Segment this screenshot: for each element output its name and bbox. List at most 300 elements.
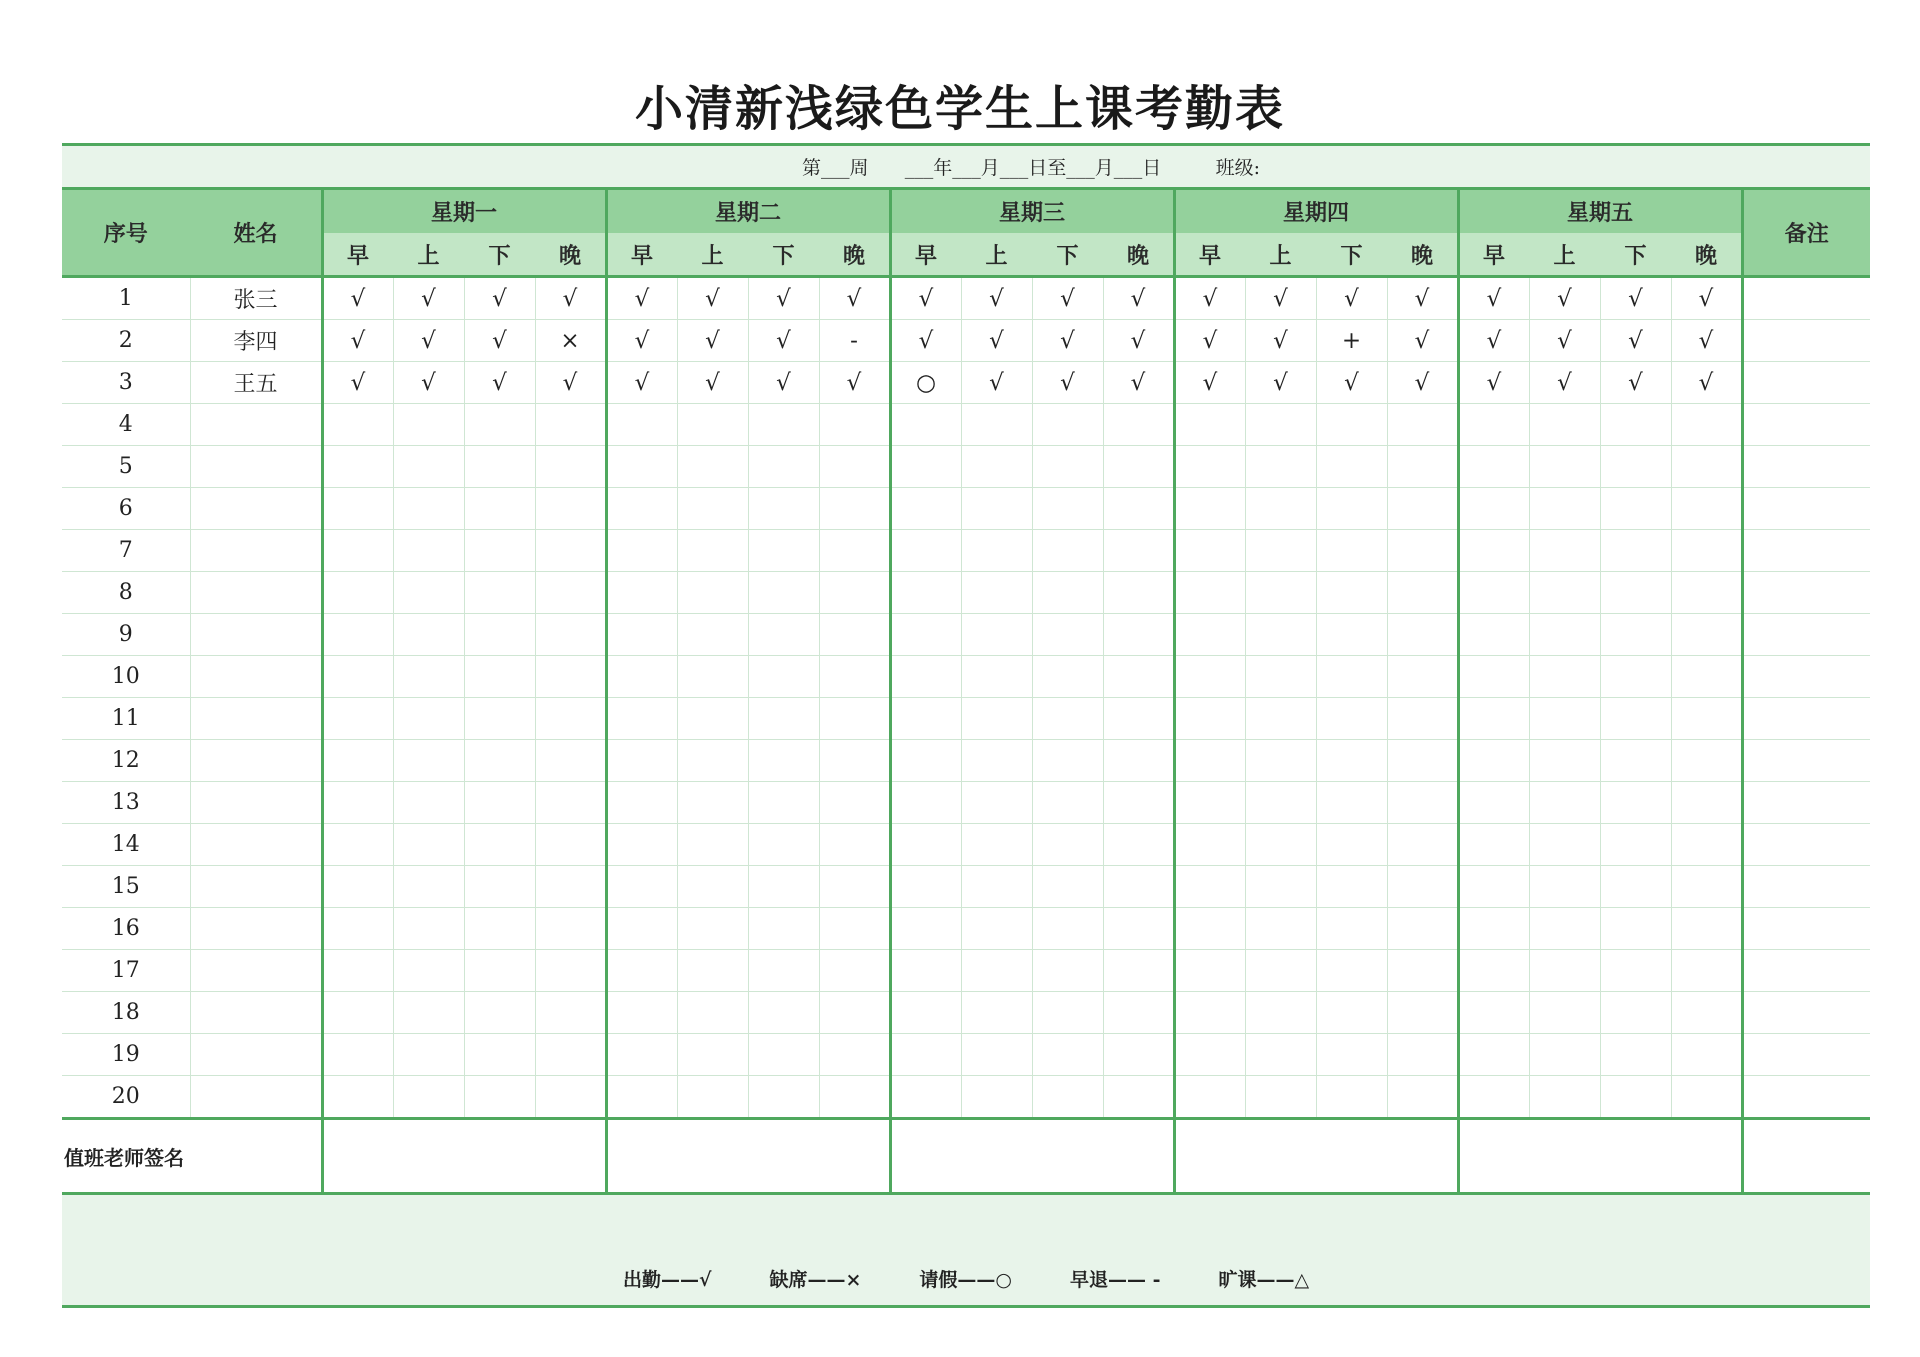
attendance-cell[interactable]: [961, 908, 1032, 950]
attendance-cell[interactable]: [606, 656, 677, 698]
attendance-cell[interactable]: [1387, 908, 1458, 950]
attendance-cell[interactable]: [1600, 992, 1671, 1034]
attendance-cell[interactable]: [819, 950, 890, 992]
attendance-cell[interactable]: [464, 488, 535, 530]
attendance-cell[interactable]: [1458, 782, 1529, 824]
attendance-cell[interactable]: √: [1103, 362, 1174, 404]
attendance-cell[interactable]: [748, 404, 819, 446]
attendance-cell[interactable]: [535, 572, 606, 614]
attendance-cell[interactable]: [1600, 908, 1671, 950]
attendance-cell[interactable]: [1103, 530, 1174, 572]
attendance-cell[interactable]: [1458, 656, 1529, 698]
row-remark[interactable]: [1742, 698, 1870, 740]
attendance-cell[interactable]: √: [748, 362, 819, 404]
attendance-cell[interactable]: [1600, 404, 1671, 446]
attendance-cell[interactable]: [890, 656, 961, 698]
attendance-cell[interactable]: [1032, 950, 1103, 992]
attendance-cell[interactable]: [677, 488, 748, 530]
attendance-cell[interactable]: √: [748, 320, 819, 362]
row-remark[interactable]: [1742, 572, 1870, 614]
attendance-cell[interactable]: [677, 950, 748, 992]
row-remark[interactable]: [1742, 1076, 1870, 1119]
attendance-cell[interactable]: [322, 740, 393, 782]
attendance-cell[interactable]: √: [677, 362, 748, 404]
attendance-cell[interactable]: [1174, 908, 1245, 950]
signature-cell-day-4[interactable]: [1174, 1119, 1458, 1194]
attendance-cell[interactable]: [1032, 824, 1103, 866]
attendance-cell[interactable]: [1316, 908, 1387, 950]
attendance-cell[interactable]: [1032, 782, 1103, 824]
attendance-cell[interactable]: [1387, 1076, 1458, 1119]
attendance-cell[interactable]: [1245, 782, 1316, 824]
attendance-cell[interactable]: [748, 824, 819, 866]
attendance-cell[interactable]: [819, 572, 890, 614]
attendance-cell[interactable]: [677, 908, 748, 950]
attendance-cell[interactable]: [1671, 782, 1742, 824]
signature-remark[interactable]: [1742, 1119, 1870, 1194]
attendance-cell[interactable]: [322, 656, 393, 698]
attendance-cell[interactable]: √: [677, 277, 748, 320]
attendance-cell[interactable]: [1316, 740, 1387, 782]
attendance-cell[interactable]: [1387, 782, 1458, 824]
attendance-cell[interactable]: √: [1458, 362, 1529, 404]
attendance-cell[interactable]: [1671, 908, 1742, 950]
attendance-cell[interactable]: [819, 698, 890, 740]
row-remark[interactable]: [1742, 488, 1870, 530]
attendance-cell[interactable]: [1174, 1034, 1245, 1076]
attendance-cell[interactable]: [1032, 698, 1103, 740]
attendance-cell[interactable]: [1174, 488, 1245, 530]
attendance-cell[interactable]: [322, 572, 393, 614]
attendance-cell[interactable]: √: [1387, 362, 1458, 404]
attendance-cell[interactable]: [535, 908, 606, 950]
attendance-cell[interactable]: [1458, 404, 1529, 446]
attendance-cell[interactable]: [322, 782, 393, 824]
row-remark[interactable]: [1742, 320, 1870, 362]
attendance-cell[interactable]: [393, 404, 464, 446]
attendance-cell[interactable]: [535, 404, 606, 446]
attendance-cell[interactable]: [819, 782, 890, 824]
attendance-cell[interactable]: [961, 950, 1032, 992]
attendance-cell[interactable]: √: [961, 277, 1032, 320]
attendance-cell[interactable]: [748, 992, 819, 1034]
attendance-cell[interactable]: [322, 908, 393, 950]
attendance-cell[interactable]: [1245, 446, 1316, 488]
attendance-cell[interactable]: [1529, 446, 1600, 488]
attendance-cell[interactable]: [1245, 698, 1316, 740]
attendance-cell[interactable]: [464, 782, 535, 824]
attendance-cell[interactable]: [1529, 572, 1600, 614]
attendance-cell[interactable]: √: [1174, 320, 1245, 362]
attendance-cell[interactable]: √: [1671, 362, 1742, 404]
attendance-cell[interactable]: √: [322, 320, 393, 362]
attendance-cell[interactable]: [677, 740, 748, 782]
attendance-cell[interactable]: [677, 1034, 748, 1076]
row-name[interactable]: [190, 572, 322, 614]
attendance-cell[interactable]: [1245, 488, 1316, 530]
row-remark[interactable]: [1742, 992, 1870, 1034]
attendance-cell[interactable]: [748, 488, 819, 530]
attendance-cell[interactable]: [393, 656, 464, 698]
attendance-cell[interactable]: [1103, 446, 1174, 488]
attendance-cell[interactable]: [1174, 656, 1245, 698]
attendance-cell[interactable]: [1529, 488, 1600, 530]
attendance-cell[interactable]: √: [606, 277, 677, 320]
attendance-cell[interactable]: [748, 908, 819, 950]
attendance-cell[interactable]: [1316, 1034, 1387, 1076]
week-field[interactable]: 第___周: [802, 157, 869, 179]
row-remark[interactable]: [1742, 404, 1870, 446]
attendance-cell[interactable]: [1600, 950, 1671, 992]
attendance-cell[interactable]: [1600, 698, 1671, 740]
attendance-cell[interactable]: [1529, 614, 1600, 656]
attendance-cell[interactable]: [1387, 824, 1458, 866]
attendance-cell[interactable]: [535, 782, 606, 824]
attendance-cell[interactable]: [1032, 866, 1103, 908]
attendance-cell[interactable]: [1032, 740, 1103, 782]
attendance-cell[interactable]: [677, 824, 748, 866]
attendance-cell[interactable]: [1245, 1034, 1316, 1076]
attendance-cell[interactable]: [322, 1034, 393, 1076]
attendance-cell[interactable]: [464, 908, 535, 950]
row-name[interactable]: [190, 866, 322, 908]
attendance-cell[interactable]: [1103, 1034, 1174, 1076]
attendance-cell[interactable]: √: [464, 277, 535, 320]
signature-cell-day-2[interactable]: [606, 1119, 890, 1194]
attendance-cell[interactable]: √: [535, 277, 606, 320]
attendance-cell[interactable]: [677, 614, 748, 656]
attendance-cell[interactable]: √: [1529, 320, 1600, 362]
attendance-cell[interactable]: √: [1387, 277, 1458, 320]
attendance-cell[interactable]: [1316, 404, 1387, 446]
row-name[interactable]: [190, 782, 322, 824]
attendance-cell[interactable]: [819, 866, 890, 908]
attendance-cell[interactable]: [1458, 992, 1529, 1034]
attendance-cell[interactable]: [322, 950, 393, 992]
attendance-cell[interactable]: √: [1316, 277, 1387, 320]
attendance-cell[interactable]: [890, 446, 961, 488]
attendance-cell[interactable]: [1458, 698, 1529, 740]
attendance-cell[interactable]: [819, 908, 890, 950]
attendance-cell[interactable]: [322, 824, 393, 866]
attendance-cell[interactable]: [1387, 446, 1458, 488]
attendance-cell[interactable]: [464, 614, 535, 656]
attendance-cell[interactable]: √: [1600, 362, 1671, 404]
attendance-cell[interactable]: [1245, 530, 1316, 572]
attendance-cell[interactable]: [1032, 572, 1103, 614]
attendance-cell[interactable]: [961, 488, 1032, 530]
attendance-cell[interactable]: [535, 656, 606, 698]
attendance-cell[interactable]: [677, 992, 748, 1034]
attendance-cell[interactable]: [1316, 614, 1387, 656]
attendance-cell[interactable]: [393, 740, 464, 782]
attendance-cell[interactable]: [1245, 950, 1316, 992]
attendance-cell[interactable]: [322, 698, 393, 740]
attendance-cell[interactable]: [1600, 866, 1671, 908]
attendance-cell[interactable]: [1103, 698, 1174, 740]
attendance-cell[interactable]: [1458, 866, 1529, 908]
attendance-cell[interactable]: [1458, 1034, 1529, 1076]
attendance-cell[interactable]: √: [464, 320, 535, 362]
attendance-cell[interactable]: [464, 404, 535, 446]
attendance-cell[interactable]: [606, 782, 677, 824]
attendance-cell[interactable]: [1529, 992, 1600, 1034]
attendance-cell[interactable]: [606, 530, 677, 572]
attendance-cell[interactable]: [1245, 404, 1316, 446]
class-field[interactable]: 班级:: [1215, 157, 1261, 179]
attendance-cell[interactable]: [1103, 824, 1174, 866]
attendance-cell[interactable]: [1174, 614, 1245, 656]
attendance-cell[interactable]: [393, 1034, 464, 1076]
attendance-cell[interactable]: [535, 530, 606, 572]
attendance-cell[interactable]: [890, 572, 961, 614]
attendance-cell[interactable]: [393, 1076, 464, 1119]
attendance-cell[interactable]: [1316, 530, 1387, 572]
attendance-cell[interactable]: [1529, 908, 1600, 950]
row-remark[interactable]: [1742, 362, 1870, 404]
attendance-cell[interactable]: [1671, 698, 1742, 740]
attendance-cell[interactable]: [1103, 866, 1174, 908]
attendance-cell[interactable]: [606, 404, 677, 446]
attendance-cell[interactable]: [677, 530, 748, 572]
attendance-cell[interactable]: [1671, 656, 1742, 698]
attendance-cell[interactable]: [1174, 950, 1245, 992]
attendance-cell[interactable]: [606, 1034, 677, 1076]
attendance-cell[interactable]: [606, 572, 677, 614]
attendance-cell[interactable]: [1032, 992, 1103, 1034]
attendance-cell[interactable]: [1387, 404, 1458, 446]
attendance-cell[interactable]: [1387, 866, 1458, 908]
attendance-cell[interactable]: [1032, 614, 1103, 656]
attendance-cell[interactable]: [1529, 782, 1600, 824]
attendance-cell[interactable]: √: [1032, 277, 1103, 320]
attendance-cell[interactable]: √: [1032, 362, 1103, 404]
attendance-cell[interactable]: [393, 824, 464, 866]
attendance-cell[interactable]: [961, 614, 1032, 656]
attendance-cell[interactable]: [961, 656, 1032, 698]
attendance-cell[interactable]: √: [1387, 320, 1458, 362]
attendance-cell[interactable]: [1387, 950, 1458, 992]
row-remark[interactable]: [1742, 277, 1870, 320]
row-name[interactable]: [190, 404, 322, 446]
attendance-cell[interactable]: [677, 572, 748, 614]
attendance-cell[interactable]: [535, 1076, 606, 1119]
attendance-cell[interactable]: [1600, 446, 1671, 488]
attendance-cell[interactable]: [890, 404, 961, 446]
attendance-cell[interactable]: [1316, 446, 1387, 488]
attendance-cell[interactable]: [890, 614, 961, 656]
attendance-cell[interactable]: [1600, 782, 1671, 824]
attendance-cell[interactable]: [1174, 782, 1245, 824]
attendance-cell[interactable]: [1600, 656, 1671, 698]
attendance-cell[interactable]: [535, 698, 606, 740]
attendance-cell[interactable]: [1316, 824, 1387, 866]
attendance-cell[interactable]: √: [1600, 277, 1671, 320]
attendance-cell[interactable]: [1671, 866, 1742, 908]
attendance-cell[interactable]: [748, 530, 819, 572]
row-name[interactable]: [190, 656, 322, 698]
attendance-cell[interactable]: √: [606, 362, 677, 404]
attendance-cell[interactable]: [890, 950, 961, 992]
attendance-cell[interactable]: [1671, 950, 1742, 992]
attendance-cell[interactable]: [1316, 866, 1387, 908]
attendance-cell[interactable]: [1529, 530, 1600, 572]
row-name[interactable]: [190, 488, 322, 530]
attendance-cell[interactable]: [322, 866, 393, 908]
attendance-cell[interactable]: [819, 740, 890, 782]
attendance-cell[interactable]: [1245, 866, 1316, 908]
attendance-cell[interactable]: [890, 488, 961, 530]
attendance-cell[interactable]: [1316, 950, 1387, 992]
row-remark[interactable]: [1742, 614, 1870, 656]
attendance-cell[interactable]: [1458, 488, 1529, 530]
attendance-cell[interactable]: [1174, 992, 1245, 1034]
attendance-cell[interactable]: [1600, 572, 1671, 614]
attendance-cell[interactable]: [1103, 404, 1174, 446]
attendance-cell[interactable]: [464, 1076, 535, 1119]
attendance-cell[interactable]: [464, 656, 535, 698]
attendance-cell[interactable]: [606, 950, 677, 992]
attendance-cell[interactable]: [1600, 614, 1671, 656]
attendance-cell[interactable]: [819, 614, 890, 656]
attendance-cell[interactable]: [606, 824, 677, 866]
attendance-cell[interactable]: [1174, 824, 1245, 866]
attendance-cell[interactable]: [322, 446, 393, 488]
attendance-cell[interactable]: √: [535, 362, 606, 404]
attendance-cell[interactable]: [677, 656, 748, 698]
attendance-cell[interactable]: [961, 404, 1032, 446]
attendance-cell[interactable]: √: [890, 277, 961, 320]
attendance-cell[interactable]: [961, 698, 1032, 740]
attendance-cell[interactable]: [961, 1076, 1032, 1119]
attendance-cell[interactable]: √: [1600, 320, 1671, 362]
attendance-cell[interactable]: [1671, 1076, 1742, 1119]
attendance-cell[interactable]: [1174, 1076, 1245, 1119]
attendance-cell[interactable]: [1245, 908, 1316, 950]
attendance-cell[interactable]: √: [1103, 320, 1174, 362]
attendance-cell[interactable]: [464, 824, 535, 866]
attendance-cell[interactable]: [1316, 782, 1387, 824]
attendance-cell[interactable]: [819, 530, 890, 572]
attendance-cell[interactable]: [535, 824, 606, 866]
attendance-cell[interactable]: [1458, 1076, 1529, 1119]
attendance-cell[interactable]: [1245, 992, 1316, 1034]
attendance-cell[interactable]: [393, 908, 464, 950]
attendance-cell[interactable]: [1529, 740, 1600, 782]
attendance-cell[interactable]: [322, 404, 393, 446]
attendance-cell[interactable]: √: [819, 362, 890, 404]
attendance-cell[interactable]: [1103, 656, 1174, 698]
row-remark[interactable]: [1742, 824, 1870, 866]
attendance-cell[interactable]: [1529, 1076, 1600, 1119]
attendance-cell[interactable]: [1387, 740, 1458, 782]
row-name[interactable]: [190, 1076, 322, 1119]
attendance-cell[interactable]: [464, 740, 535, 782]
attendance-cell[interactable]: [961, 992, 1032, 1034]
attendance-cell[interactable]: [677, 1076, 748, 1119]
attendance-cell[interactable]: [748, 782, 819, 824]
attendance-cell[interactable]: [1600, 740, 1671, 782]
attendance-cell[interactable]: √: [677, 320, 748, 362]
attendance-cell[interactable]: [819, 488, 890, 530]
attendance-cell[interactable]: [1174, 446, 1245, 488]
attendance-cell[interactable]: [1387, 656, 1458, 698]
attendance-cell[interactable]: [535, 866, 606, 908]
attendance-cell[interactable]: √: [322, 362, 393, 404]
attendance-cell[interactable]: [1671, 530, 1742, 572]
attendance-cell[interactable]: [1316, 488, 1387, 530]
attendance-cell[interactable]: [1671, 572, 1742, 614]
attendance-cell[interactable]: [1174, 572, 1245, 614]
attendance-cell[interactable]: √: [393, 320, 464, 362]
attendance-cell[interactable]: √: [1174, 362, 1245, 404]
attendance-cell[interactable]: [1671, 1034, 1742, 1076]
attendance-cell[interactable]: [1671, 824, 1742, 866]
attendance-cell[interactable]: [1103, 782, 1174, 824]
attendance-cell[interactable]: √: [1529, 362, 1600, 404]
attendance-cell[interactable]: [1387, 698, 1458, 740]
attendance-cell[interactable]: [606, 488, 677, 530]
attendance-cell[interactable]: [1174, 866, 1245, 908]
attendance-cell[interactable]: [890, 530, 961, 572]
attendance-cell[interactable]: [606, 740, 677, 782]
attendance-cell[interactable]: [393, 866, 464, 908]
attendance-cell[interactable]: [322, 992, 393, 1034]
attendance-cell[interactable]: +: [1316, 320, 1387, 362]
attendance-cell[interactable]: [535, 614, 606, 656]
attendance-cell[interactable]: [535, 950, 606, 992]
attendance-cell[interactable]: [748, 740, 819, 782]
attendance-cell[interactable]: [1245, 1076, 1316, 1119]
attendance-cell[interactable]: √: [819, 277, 890, 320]
row-remark[interactable]: [1742, 530, 1870, 572]
attendance-cell[interactable]: [1103, 1076, 1174, 1119]
attendance-cell[interactable]: [819, 446, 890, 488]
row-name[interactable]: [190, 950, 322, 992]
attendance-cell[interactable]: [606, 866, 677, 908]
attendance-cell[interactable]: [606, 698, 677, 740]
attendance-cell[interactable]: [890, 866, 961, 908]
attendance-cell[interactable]: [1458, 740, 1529, 782]
attendance-cell[interactable]: [1671, 992, 1742, 1034]
attendance-cell[interactable]: [677, 404, 748, 446]
attendance-cell[interactable]: [393, 488, 464, 530]
attendance-cell[interactable]: [677, 446, 748, 488]
attendance-cell[interactable]: [961, 530, 1032, 572]
attendance-cell[interactable]: [1103, 950, 1174, 992]
attendance-cell[interactable]: [535, 488, 606, 530]
attendance-cell[interactable]: √: [1671, 277, 1742, 320]
attendance-cell[interactable]: [748, 866, 819, 908]
attendance-cell[interactable]: [535, 740, 606, 782]
attendance-cell[interactable]: [393, 782, 464, 824]
attendance-cell[interactable]: [748, 446, 819, 488]
attendance-cell[interactable]: [961, 446, 1032, 488]
row-name[interactable]: [190, 908, 322, 950]
attendance-cell[interactable]: √: [606, 320, 677, 362]
attendance-cell[interactable]: [1529, 866, 1600, 908]
attendance-cell[interactable]: [1458, 572, 1529, 614]
attendance-cell[interactable]: [1671, 446, 1742, 488]
attendance-cell[interactable]: [464, 572, 535, 614]
row-name[interactable]: [190, 614, 322, 656]
attendance-cell[interactable]: √: [961, 320, 1032, 362]
attendance-cell[interactable]: [1671, 488, 1742, 530]
row-name[interactable]: 王五: [190, 362, 322, 404]
attendance-cell[interactable]: [1245, 740, 1316, 782]
attendance-cell[interactable]: [890, 698, 961, 740]
row-name[interactable]: 李四: [190, 320, 322, 362]
